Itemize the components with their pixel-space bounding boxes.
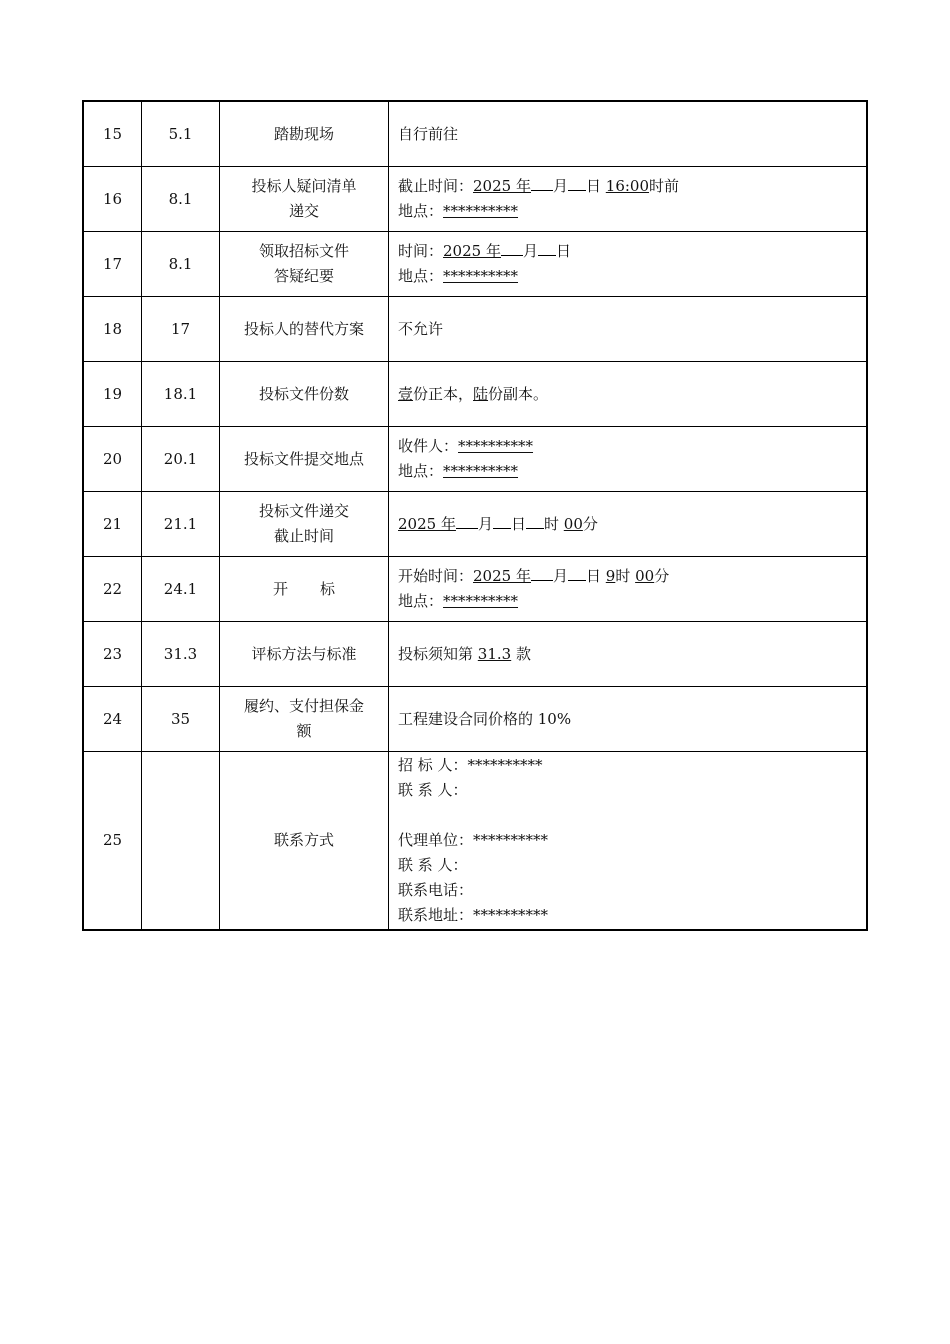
phone-label: 联系电话： bbox=[398, 881, 474, 899]
deadline-line bbox=[398, 174, 860, 199]
item-content bbox=[389, 167, 868, 232]
item-content bbox=[389, 622, 868, 687]
month-unit: 月 bbox=[552, 177, 568, 195]
phone-line bbox=[398, 878, 860, 903]
start-time-line bbox=[398, 564, 860, 589]
item-name bbox=[220, 232, 389, 297]
item-name-char-2: 标 bbox=[320, 579, 336, 598]
address-line bbox=[398, 903, 860, 928]
item-content: 自行前往 bbox=[389, 101, 868, 167]
tenderer-line bbox=[398, 753, 860, 778]
clause-number: 35 bbox=[142, 687, 220, 752]
minute-value: 00 bbox=[563, 514, 583, 533]
copy-count: 陆 bbox=[473, 384, 489, 403]
start-time-label: 开始时间： bbox=[398, 567, 474, 585]
item-content bbox=[389, 492, 868, 557]
place-value: ********** bbox=[443, 202, 519, 220]
item-name-line-1: 投标文件递交 bbox=[258, 502, 349, 520]
day-unit: 日 bbox=[555, 242, 571, 260]
row-number: 24 bbox=[83, 687, 142, 752]
item-content bbox=[389, 232, 868, 297]
content-clause-ref: 31.3 bbox=[477, 644, 512, 663]
receiver-label: 收件人： bbox=[398, 437, 459, 455]
clause-number: 21.1 bbox=[142, 492, 220, 557]
contact-line-2 bbox=[398, 853, 860, 878]
clause-number: 24.1 bbox=[142, 557, 220, 622]
month-unit: 月 bbox=[522, 242, 538, 260]
day-unit: 日 bbox=[585, 567, 601, 585]
clause-number: 8.1 bbox=[142, 167, 220, 232]
row-number: 19 bbox=[83, 362, 142, 427]
row-number: 22 bbox=[83, 557, 142, 622]
table-row bbox=[83, 297, 867, 362]
table-row bbox=[83, 622, 867, 687]
item-content bbox=[389, 752, 868, 931]
receiver-value: ********** bbox=[458, 437, 534, 455]
item-name bbox=[220, 492, 389, 557]
place-line bbox=[398, 589, 860, 614]
item-name-line-2: 答疑纪要 bbox=[273, 267, 334, 285]
item-name-line-1: 投标人疑问清单 bbox=[251, 177, 357, 195]
month-blank bbox=[531, 174, 553, 191]
day-blank bbox=[568, 564, 586, 581]
place-line bbox=[398, 264, 860, 289]
time-label: 时间： bbox=[398, 242, 444, 260]
table-row bbox=[83, 362, 867, 427]
tender-data-table bbox=[82, 100, 868, 931]
agent-label: 代理单位： bbox=[398, 831, 474, 849]
place-value: ********** bbox=[443, 592, 519, 610]
hour-value: 9 bbox=[605, 567, 616, 585]
time-suffix: 时前 bbox=[649, 177, 680, 195]
item-content bbox=[389, 362, 868, 427]
copy-text: 份副本。 bbox=[488, 384, 549, 403]
year-value: 2025 年 bbox=[398, 514, 456, 533]
tenderer-label: 招 标 人： bbox=[398, 756, 468, 774]
content-suffix: 款 bbox=[515, 644, 531, 663]
item-name: 投标文件份数 bbox=[220, 362, 389, 427]
deadline-label: 截止时间： bbox=[398, 177, 474, 195]
item-content bbox=[389, 427, 868, 492]
tenderer-value: ********** bbox=[467, 756, 543, 774]
item-name-char-1: 开 bbox=[272, 579, 288, 598]
agent-value: ********** bbox=[473, 831, 549, 849]
item-name-line-1: 领取招标文件 bbox=[258, 242, 349, 260]
place-line bbox=[398, 199, 860, 224]
row-number: 17 bbox=[83, 232, 142, 297]
place-value: ********** bbox=[443, 267, 519, 285]
table-row bbox=[83, 557, 867, 622]
place-label: 地点： bbox=[398, 462, 444, 480]
item-name-line-1: 履约、支付担保金 bbox=[243, 697, 364, 715]
row-number: 18 bbox=[83, 297, 142, 362]
month-unit: 月 bbox=[477, 514, 493, 533]
item-content: 工程建设合同价格的 10% bbox=[389, 687, 868, 752]
item-name: 踏勘现场 bbox=[220, 101, 389, 167]
row-number: 23 bbox=[83, 622, 142, 687]
table-row bbox=[83, 101, 867, 167]
table-row bbox=[83, 687, 867, 752]
table-row bbox=[83, 167, 867, 232]
place-line bbox=[398, 459, 860, 484]
clause-number: 18.1 bbox=[142, 362, 220, 427]
row-number: 25 bbox=[83, 752, 142, 931]
day-blank bbox=[493, 512, 511, 529]
month-blank bbox=[456, 512, 478, 529]
clause-number: 8.1 bbox=[142, 232, 220, 297]
contact-label: 联 系 人： bbox=[398, 781, 468, 799]
contact-label: 联 系 人： bbox=[398, 856, 468, 874]
item-content bbox=[389, 557, 868, 622]
minute-unit: 分 bbox=[654, 567, 670, 585]
month-blank bbox=[501, 239, 523, 256]
place-value: ********** bbox=[443, 462, 519, 480]
time-value: 16:00 bbox=[605, 177, 650, 195]
year-value: 2025 年 bbox=[473, 177, 531, 195]
year-value: 2025 年 bbox=[443, 242, 501, 260]
day-unit: 日 bbox=[510, 514, 526, 533]
place-label: 地点： bbox=[398, 202, 444, 220]
item-name: 联系方式 bbox=[220, 752, 389, 931]
table-row bbox=[83, 492, 867, 557]
hour-unit: 时 bbox=[615, 567, 631, 585]
item-name: 投标文件提交地点 bbox=[220, 427, 389, 492]
minute-value: 00 bbox=[635, 567, 655, 585]
item-content: 不允许 bbox=[389, 297, 868, 362]
item-name bbox=[220, 167, 389, 232]
row-number: 20 bbox=[83, 427, 142, 492]
year-value: 2025 年 bbox=[473, 567, 531, 585]
contact-line-1 bbox=[398, 778, 860, 803]
place-label: 地点： bbox=[398, 592, 444, 610]
row-number: 21 bbox=[83, 492, 142, 557]
original-count: 壹 bbox=[398, 384, 414, 403]
place-label: 地点： bbox=[398, 267, 444, 285]
clause-number bbox=[142, 752, 220, 931]
item-name: 投标人的替代方案 bbox=[220, 297, 389, 362]
item-name-line-2: 额 bbox=[296, 722, 312, 740]
original-text: 份正本， bbox=[413, 384, 474, 403]
content-prefix: 投标须知第 bbox=[398, 644, 474, 663]
row-number: 15 bbox=[83, 101, 142, 167]
day-blank bbox=[538, 239, 556, 256]
item-name bbox=[220, 557, 389, 622]
day-unit: 日 bbox=[585, 177, 601, 195]
hour-unit: 时 bbox=[543, 514, 559, 533]
clause-number: 31.3 bbox=[142, 622, 220, 687]
receiver-line bbox=[398, 434, 860, 459]
table-row bbox=[83, 752, 867, 931]
month-unit: 月 bbox=[552, 567, 568, 585]
item-name: 评标方法与标准 bbox=[220, 622, 389, 687]
clause-number: 17 bbox=[142, 297, 220, 362]
clause-number: 5.1 bbox=[142, 101, 220, 167]
clause-number: 20.1 bbox=[142, 427, 220, 492]
hour-blank bbox=[526, 512, 544, 529]
agent-line bbox=[398, 828, 860, 853]
row-number: 16 bbox=[83, 167, 142, 232]
address-label: 联系地址： bbox=[398, 906, 474, 924]
table-row bbox=[83, 232, 867, 297]
minute-unit: 分 bbox=[582, 514, 598, 533]
month-blank bbox=[531, 564, 553, 581]
address-value: ********** bbox=[473, 906, 549, 924]
item-name-line-2: 截止时间 bbox=[273, 527, 334, 545]
item-name bbox=[220, 687, 389, 752]
day-blank bbox=[568, 174, 586, 191]
time-line bbox=[398, 239, 860, 264]
table-row bbox=[83, 427, 867, 492]
item-name-line-2: 递交 bbox=[288, 202, 319, 220]
